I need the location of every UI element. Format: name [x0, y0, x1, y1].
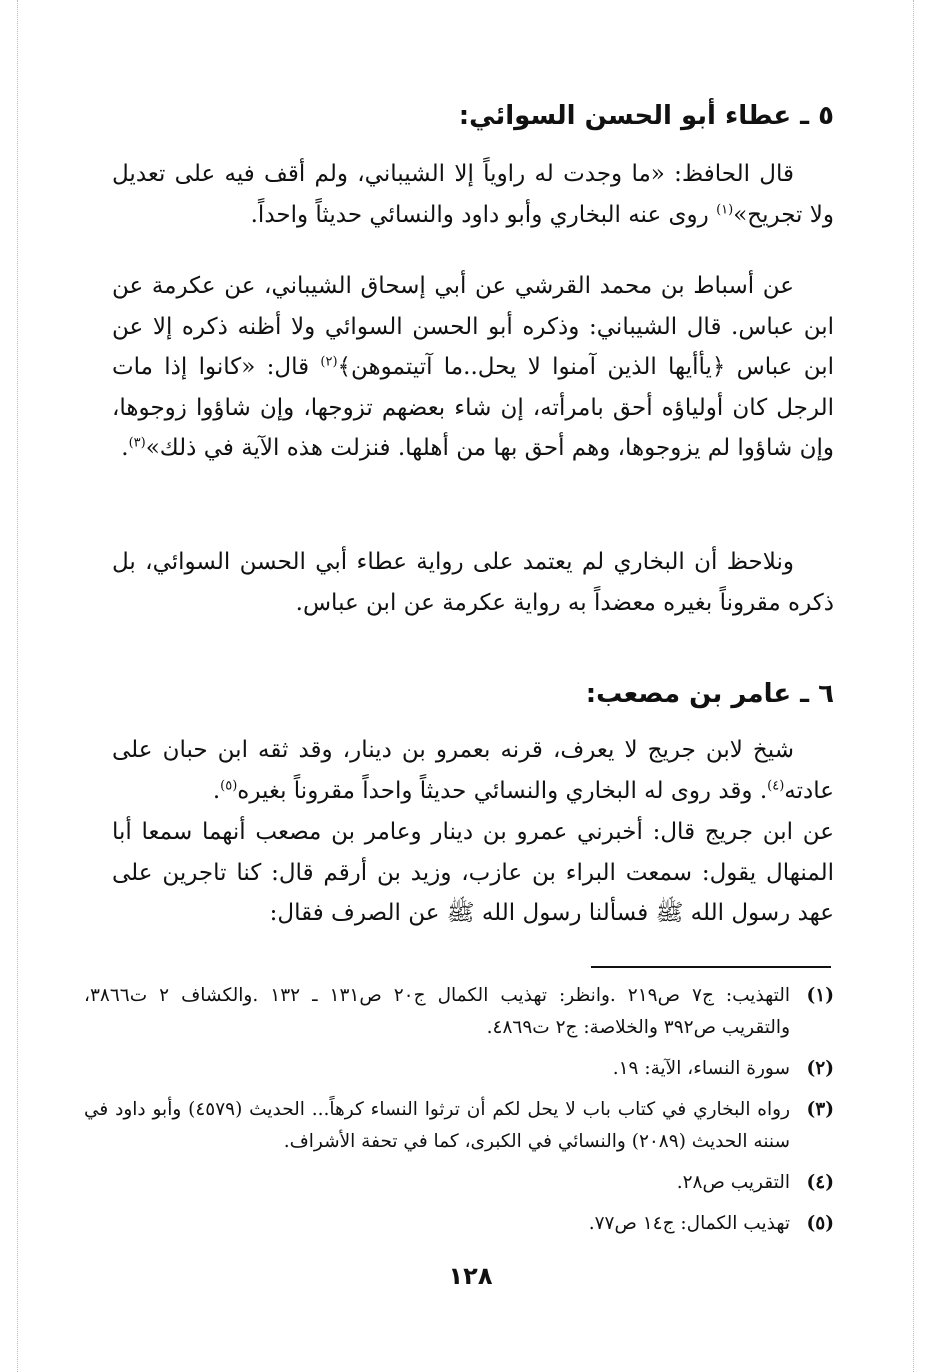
paragraph-text: [112, 266, 834, 469]
footnote-number: (٢): [806, 1058, 834, 1079]
footnote-text: تهذيب الكمال: ج١٤ ص٧٧.: [588, 1213, 790, 1234]
scan-margin-line-left: [17, 0, 18, 1372]
section-heading-5: ٥ ـ عطاء أبو الحسن السوائي:: [458, 101, 834, 131]
text-run: قال: «كانوا إذا مات الرجل كان أولياؤه أحق بامرأته، إن شاء بعضهم تزوجها، وإن شاؤوا زوجوها، وإن شاؤوا لم يزوجوها، وهم أحق بها من أهلها. فنزلت هذه الآية في ذلك»: [112, 354, 834, 461]
footnote-ref: (٥): [220, 777, 238, 793]
footnote-ref: (٢): [320, 354, 338, 370]
text-run: .: [121, 435, 129, 461]
footnote-item: [84, 980, 834, 1044]
paragraph-text: [112, 730, 834, 811]
footnote-separator: [591, 966, 831, 968]
section-heading-6: ٦ ـ عامر بن مصعب:: [585, 679, 834, 709]
paragraph-text: ونلاحظ أن البخاري لم يعتمد على رواية عطاء أبي الحسن السوائي، بل ذكره مقروناً بغيره معضداً به رواية عكرمة عن ابن عباس.: [112, 549, 834, 616]
text-run: . وقد روى له البخاري والنسائي حديثاً واحداً مقروناً بغيره: [237, 777, 768, 804]
footnote-item: [84, 1208, 834, 1240]
footnote-item: [84, 1167, 834, 1199]
footnote-number: (٤): [806, 1172, 834, 1193]
text-run: روى عنه البخاري وأبو داود والنسائي حديثاً واحداً.: [250, 201, 717, 228]
section5-paragraph-2: [112, 266, 834, 469]
footnote-ref: (٣): [128, 435, 146, 451]
footnote-number: (٣): [806, 1099, 834, 1120]
footnote-ref: (٤): [767, 777, 785, 793]
footnote-text: التهذيب: ج٧ ص٢١٩ .وانظر: تهذيب الكمال ج٢٠ ص١٣١ ـ ١٣٢ .والكشاف ٢ ت٣٨٦٦، والتقريب ص٣٩٢ والخلاصة: ج٢ ت٤٨٦٩.: [84, 985, 791, 1038]
footnote-ref: (١): [716, 201, 734, 217]
section6-paragraph-2: [112, 812, 834, 934]
section5-paragraph-3: [112, 542, 834, 623]
footnote-item: [84, 1053, 834, 1085]
footnote-text: التقريب ص٢٨.: [676, 1172, 790, 1193]
footnote-item: [84, 1094, 834, 1158]
section5-paragraph-1: [112, 154, 834, 235]
text-run: عن أسباط بن محمد القرشي عن أبي إسحاق الشيباني، عن عكرمة عن ابن عباس. قال الشيباني: وذكره أبو الحسن السوائي ولا أظنه ذكره إلا عن ابن عباس ﴿يأأيها الذين آمنوا لا يحل..ما آتيتموهن﴾: [112, 273, 834, 380]
footnote-number: (٥): [806, 1213, 834, 1234]
text-run: .: [212, 777, 221, 804]
text-run: قال الحافظ: «ما وجدت له راوياً إلا الشيباني، ولم أقف فيه على تعديل ولا تجريح»: [112, 161, 834, 228]
paragraph-text: عن ابن جريج قال: أخبرني عمرو بن دينار وعامر بن مصعب أنهما سمعا أبا المنهال يقول: سمعت البراء بن عازب، وزيد بن أرقم قال: كنا تاجرين على عهد رسول الله ﷺ فسألنا رسول الله ﷺ عن الصرف فقال:: [112, 819, 834, 926]
footnote-text: رواه البخاري في كتاب باب لا يحل لكم أن ترثوا النساء كرهاً... الحديث (٤٥٧٩) وأبو داود في سننه الحديث (٢٠٨٩) والنسائي في الكبرى، كما في تحفة الأشراف.: [84, 1099, 791, 1152]
footnotes: [84, 980, 834, 1249]
footnote-text: سورة النساء، الآية: ١٩.: [612, 1058, 790, 1079]
scan-margin-line-right: [913, 0, 914, 1372]
text-run: شيخ لابن جريج لا يعرف، قرنه بعمرو بن دينار، وقد ثقه ابن حبان على عادته: [112, 737, 834, 804]
page-number: ١٢٨: [448, 1262, 493, 1290]
paragraph-text: [112, 154, 834, 235]
section6-paragraph-1: [112, 730, 834, 811]
footnote-number: (١): [806, 985, 834, 1006]
